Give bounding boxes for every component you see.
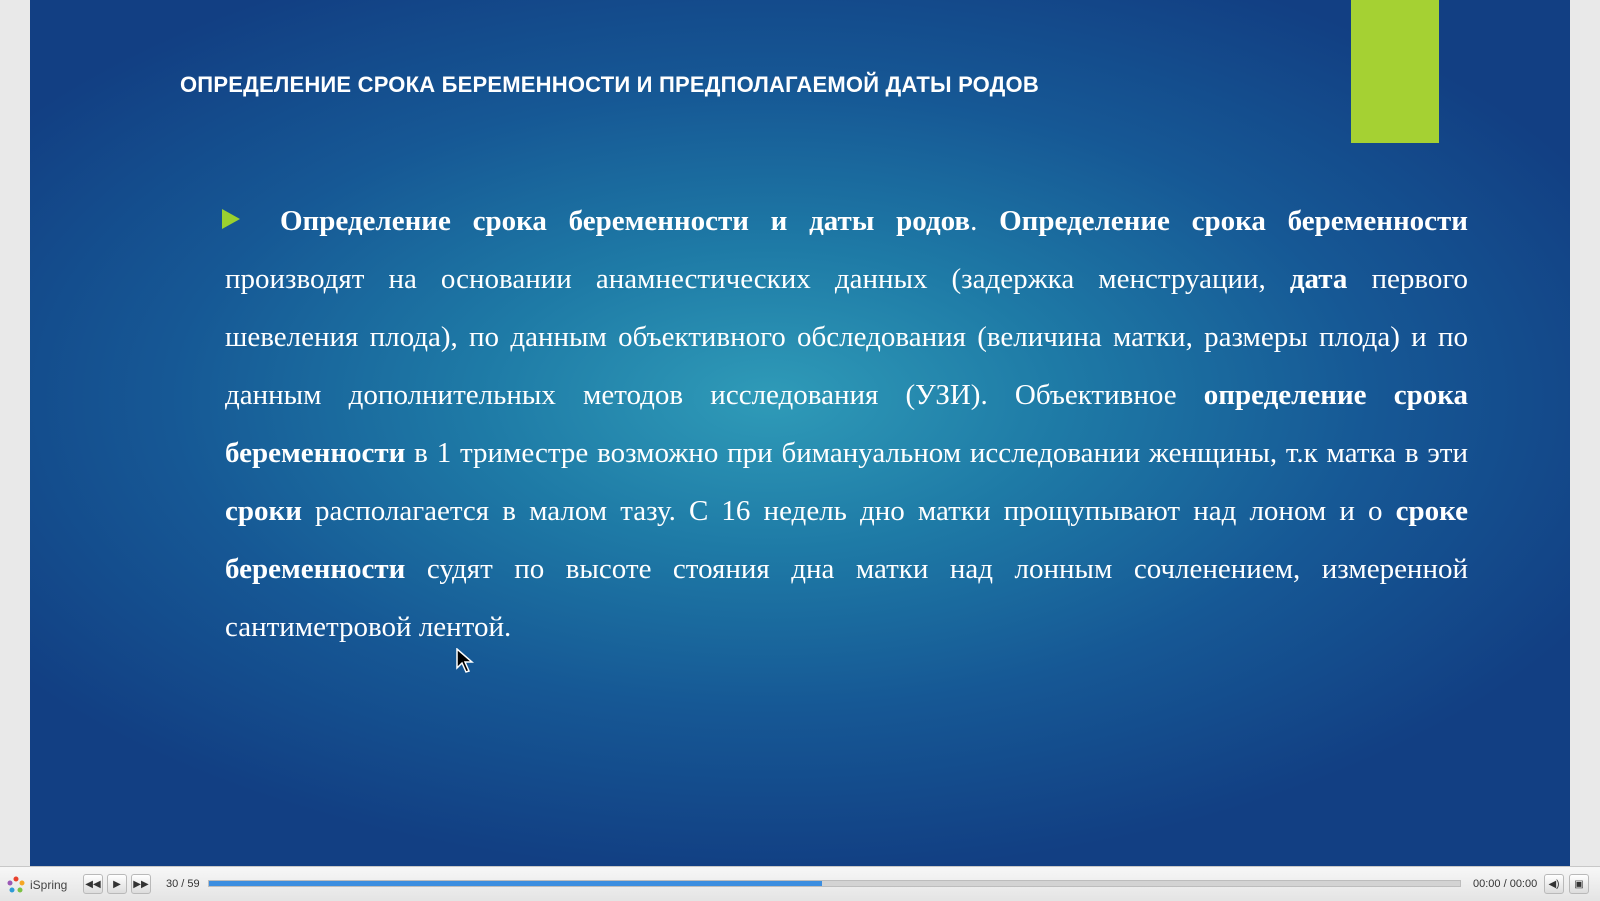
text-run: дата xyxy=(1289,263,1348,295)
text-run: судят по высоте стояния дна матки над лонным сочленением, измеренной сантиметровой лентой. xyxy=(225,553,1468,643)
ispring-logo-icon xyxy=(6,875,26,895)
text-run: . xyxy=(970,205,1000,237)
next-slide-button[interactable] xyxy=(131,874,151,894)
body-paragraph xyxy=(225,192,1468,656)
bullet-arrow-icon xyxy=(222,209,240,229)
text-run: в 1 триместре возможно при бимануальном исследовании женщины, т.к матка в эти xyxy=(405,437,1468,469)
logo-label: iSpring xyxy=(30,878,68,892)
accent-bar xyxy=(1351,0,1439,143)
text-run: первого шевеления плода), по данным объективного обследования (величина матки, размеры плода) и по данным дополнительных методов исследования (УЗИ). Объективное xyxy=(225,263,1468,411)
mouse-cursor-icon xyxy=(456,648,474,674)
progress-fill xyxy=(209,881,822,886)
text-run: сроке беременности xyxy=(225,495,1468,585)
play-button[interactable] xyxy=(107,874,127,894)
previous-slide-button[interactable] xyxy=(83,874,103,894)
text-run: определение срока беременности xyxy=(225,379,1468,469)
playback-timer: 00:00 / 00:00 xyxy=(1473,878,1538,890)
slide xyxy=(30,0,1570,866)
rewind-icon: ◀◀ xyxy=(85,878,101,890)
text-run: располагается в малом тазу. С 16 недель дно матки прощупывают над лоном и о xyxy=(301,495,1396,527)
volume-button[interactable] xyxy=(1544,874,1564,894)
slide-title: ОПРЕДЕЛЕНИЕ СРОКА БЕРЕМЕННОСТИ И ПРЕДПОЛАГАЕМОЙ ДАТЫ РОДОВ xyxy=(180,72,1039,97)
text-run: сроки xyxy=(225,495,302,527)
slide-counter: 30 / 59 xyxy=(166,878,200,890)
text-run: Определение срока беременности и даты родов xyxy=(280,205,971,237)
fullscreen-icon: ▣ xyxy=(1574,878,1584,890)
text-run: Определение срока беременности xyxy=(999,205,1469,237)
ispring-logo xyxy=(6,875,67,895)
fast-forward-icon: ▶▶ xyxy=(133,878,149,890)
play-icon: ▶ xyxy=(113,878,121,890)
volume-icon: ◀) xyxy=(1548,878,1560,890)
player-toolbar xyxy=(0,866,1600,901)
text-run: производят на основании анамнестических данных (задержка менструации, xyxy=(225,263,1290,295)
fullscreen-button[interactable] xyxy=(1569,874,1589,894)
slide-body xyxy=(225,192,1468,656)
progress-bar[interactable] xyxy=(208,880,1461,887)
